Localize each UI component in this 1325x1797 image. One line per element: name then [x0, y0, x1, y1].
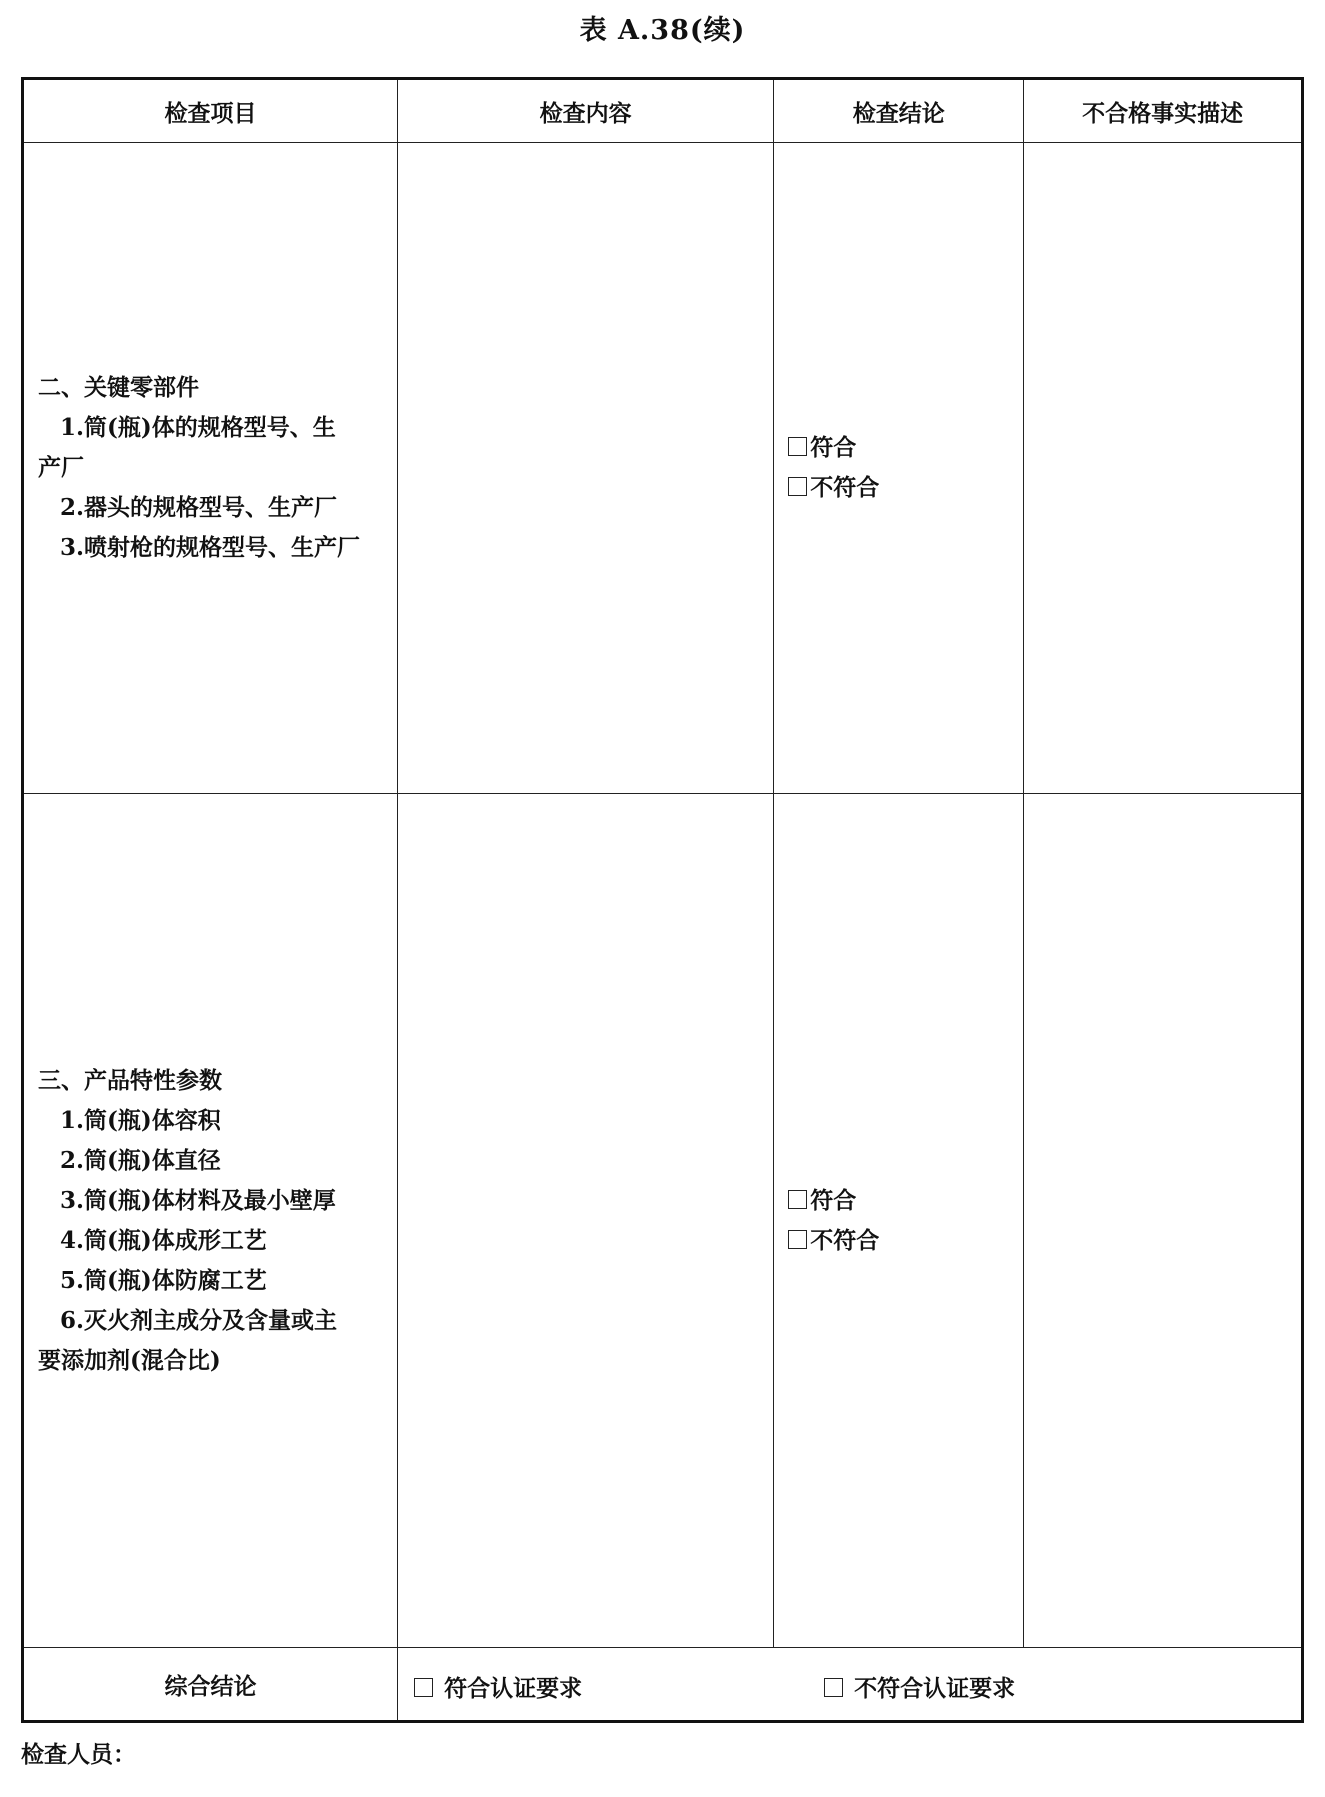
- conclusion-option-fail[interactable]: [788, 1221, 1023, 1261]
- summary-label: 综合结论: [23, 1648, 398, 1722]
- inspection-conclusion-cell: [774, 143, 1024, 794]
- table-row: [23, 143, 1303, 794]
- conclusion-option-fail[interactable]: [788, 468, 1023, 508]
- option-label: 不符合: [810, 474, 880, 501]
- item-line: 要添加剂(混合比): [38, 1346, 221, 1374]
- summary-row: [23, 1648, 1303, 1722]
- inspection-content-cell[interactable]: [398, 794, 774, 1648]
- item-line: 6.灭火剂主成分及含量或主: [60, 1306, 338, 1334]
- item-line: 1.筒(瓶)体容积: [60, 1106, 221, 1134]
- inspection-table: [21, 77, 1304, 1723]
- summary-option-pass[interactable]: [414, 1670, 582, 1703]
- item-line: 1.筒(瓶)体的规格型号、生: [60, 414, 336, 441]
- inspection-item-cell: [23, 794, 398, 1648]
- inspection-conclusion-cell: [774, 794, 1024, 1648]
- item-line: 2.器头的规格型号、生产厂: [60, 494, 338, 521]
- nonconformity-description-cell[interactable]: [1024, 794, 1303, 1648]
- checkbox-icon[interactable]: [414, 1678, 433, 1697]
- option-label: 不符合: [810, 1226, 880, 1254]
- inspector-label: 检查人员：: [21, 1741, 136, 1768]
- option-label: 不符合认证要求: [854, 1675, 1016, 1702]
- nonconformity-description-cell[interactable]: [1024, 143, 1303, 794]
- option-label: 符合: [810, 434, 857, 461]
- header-inspection-conclusion: 检查结论: [774, 79, 1024, 143]
- header-inspection-item: 检查项目: [23, 79, 398, 143]
- item-line: 5.筒(瓶)体防腐工艺: [60, 1266, 267, 1294]
- option-label: 符合: [810, 1186, 857, 1214]
- table-title: 表 A.38(续): [579, 15, 746, 46]
- item-line: 产厂: [38, 454, 84, 481]
- inspection-item-cell: [23, 143, 398, 794]
- checkbox-icon[interactable]: [788, 477, 807, 496]
- checkbox-icon[interactable]: [788, 1230, 807, 1249]
- conclusion-option-pass[interactable]: [788, 1181, 1023, 1221]
- item-line: 4.筒(瓶)体成形工艺: [60, 1226, 267, 1254]
- item-heading: 三、产品特性参数: [38, 1066, 222, 1094]
- conclusion-option-pass[interactable]: [788, 428, 1023, 468]
- item-line: 3.筒(瓶)体材料及最小壁厚: [60, 1186, 336, 1214]
- item-line: 2.筒(瓶)体直径: [60, 1146, 221, 1174]
- header-inspection-content: 检查内容: [398, 79, 774, 143]
- checkbox-icon[interactable]: [824, 1678, 843, 1697]
- table-row: [23, 794, 1303, 1648]
- option-label: 符合认证要求: [444, 1675, 583, 1702]
- inspection-content-cell[interactable]: [398, 143, 774, 794]
- item-heading: 二、关键零部件: [38, 374, 199, 401]
- header-row: [23, 79, 1303, 143]
- header-nonconformity-description: 不合格事实描述: [1024, 79, 1303, 143]
- checkbox-icon[interactable]: [788, 437, 807, 456]
- summary-option-fail[interactable]: [824, 1670, 1015, 1703]
- checkbox-icon[interactable]: [788, 1190, 807, 1209]
- summary-options: [398, 1648, 1303, 1722]
- item-line: 3.喷射枪的规格型号、生产厂: [60, 534, 361, 561]
